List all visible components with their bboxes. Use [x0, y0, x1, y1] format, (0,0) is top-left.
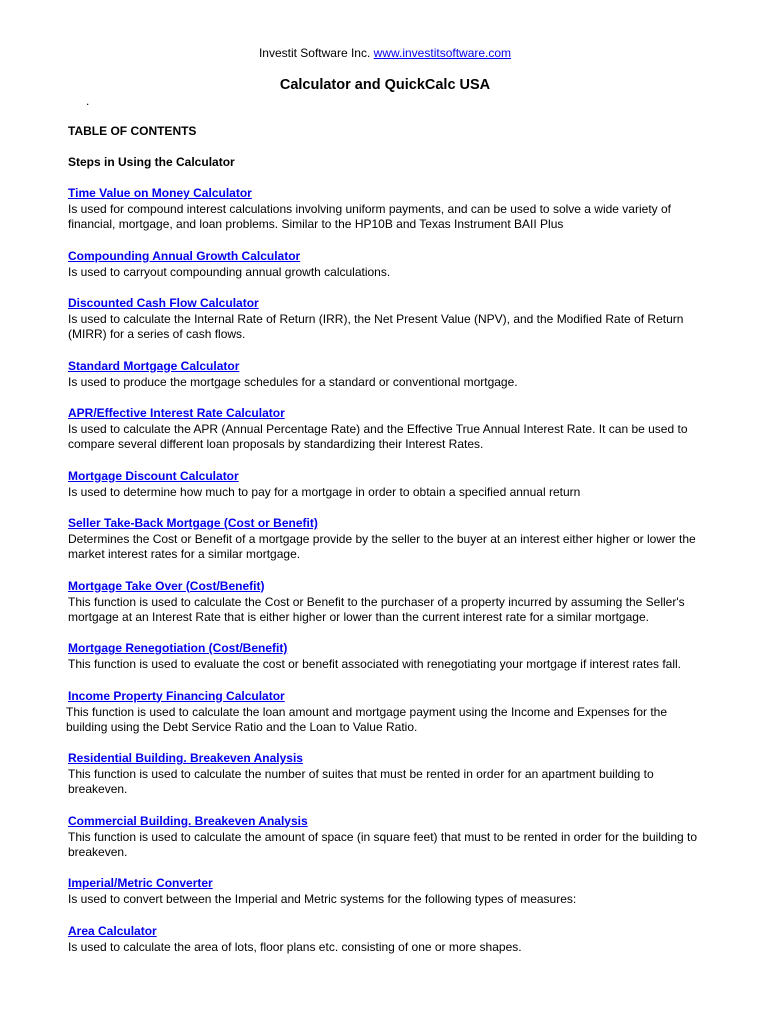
toc-link-discounted-cash-flow[interactable]: Discounted Cash Flow Calculator — [68, 296, 259, 310]
toc-description: Is used to calculate the APR (Annual Percentage Rate) and the Effective True Annual Interest Rate. It can be used to compare several different loan proposals by standardizing their Interest Rates. — [68, 422, 688, 451]
header-line — [0, 45, 770, 61]
toc-entry — [68, 247, 708, 280]
toc-link-time-value-of-money[interactable]: Time Value on Money Calculator — [68, 186, 252, 200]
toc-entry — [68, 577, 708, 625]
toc-entry — [68, 294, 708, 342]
toc-link-commercial-breakeven[interactable]: Commercial Building. Breakeven Analysis — [68, 813, 308, 828]
toc-description: This function is used to calculate the Cost or Benefit to the purchaser of a property incurred by assuming the Seller's mortgage at an Interest Rate that is either higher or lower than the current interest rate for a similar mortgage. — [68, 594, 685, 624]
toc-description: Is used to calculate the area of lots, floor plans etc. consisting of one or more shapes. — [68, 939, 522, 954]
toc-description: This function is used to evaluate the cost or benefit associated with renegotiating your mortgage if interest rates fall. — [68, 657, 682, 671]
toc-description: This function is used to calculate the number of suites that must be rented in order for an apartment building to breakeven. — [68, 767, 654, 796]
toc-link-compounding-annual-growth[interactable]: Compounding Annual Growth Calculator — [68, 248, 301, 263]
toc-description: Is used for compound interest calculations involving uniform payments, and can be used to solve a wide variety of financial, mortgage, and loan problems. Similar to the HP10B and Texas Instrument BAII Plus — [68, 202, 671, 231]
toc-heading: TABLE OF CONTENTS — [68, 124, 197, 138]
toc-link-mortgage-take-over[interactable]: Mortgage Take Over (Cost/Benefit) — [68, 578, 265, 593]
toc-link-income-property-financing[interactable]: Income Property Financing Calculator — [68, 688, 285, 703]
toc-entry — [68, 812, 708, 860]
toc-entry — [68, 357, 708, 390]
toc-link-imperial-metric-converter[interactable]: Imperial/Metric Converter — [68, 876, 213, 890]
stray-dot: . — [86, 94, 90, 108]
toc-link-mortgage-renegotiation[interactable]: Mortgage Renegotiation (Cost/Benefit) — [68, 641, 288, 655]
company-name: Investit Software Inc. — [258, 46, 371, 60]
toc-description: Is used to carryout compounding annual growth calculations. — [68, 264, 391, 279]
document-title: Calculator and QuickCalc USA — [279, 77, 491, 93]
toc-link-mortgage-discount[interactable]: Mortgage Discount Calculator — [68, 468, 239, 483]
toc-description: This function is used to calculate the loan amount and mortgage payment using the Income and Expenses for the building using the Debt Service Ratio and the Loan to Value Ratio. — [66, 704, 668, 734]
toc-description: Is used to convert between the Imperial and Metric systems for the following types of measures: — [68, 892, 577, 906]
toc-link-seller-take-back[interactable]: Seller Take-Back Mortgage (Cost or Benefit) — [68, 516, 318, 530]
toc-entry — [68, 514, 708, 562]
toc-link-area-calculator[interactable]: Area Calculator — [68, 923, 157, 938]
toc-link-residential-breakeven[interactable]: Residential Building. Breakeven Analysis — [68, 751, 303, 765]
toc-entry — [68, 184, 708, 232]
toc-entry — [68, 687, 708, 735]
toc-link-standard-mortgage[interactable]: Standard Mortgage Calculator — [68, 358, 240, 373]
toc-link-apr-effective-rate[interactable]: APR/Effective Interest Rate Calculator — [68, 406, 285, 420]
toc-entries — [68, 184, 708, 969]
toc-description: Is used to determine how much to pay for a mortgage in order to obtain a specified annual return — [68, 484, 581, 499]
toc-entry — [68, 467, 708, 500]
toc-entry — [68, 639, 708, 672]
toc-entry — [68, 749, 708, 797]
toc-description: Is used to produce the mortgage schedules for a standard or conventional mortgage. — [68, 374, 518, 389]
steps-heading: Steps in Using the Calculator — [68, 155, 235, 169]
toc-entry — [68, 404, 708, 452]
toc-entry — [68, 922, 708, 955]
toc-description: This function is used to calculate the amount of space (in square feet) that must to be rented in order for the building to breakeven. — [68, 829, 698, 859]
toc-description: Is used to calculate the Internal Rate of Return (IRR), the Net Present Value (NPV), and the Modified Rate of Return (MIRR) for a series of cash flows. — [68, 312, 684, 341]
toc-description: Determines the Cost or Benefit of a mortgage provide by the seller to the buyer at an interest either higher or lower the market interest rates for a similar mortgage. — [68, 532, 696, 561]
company-website-link[interactable]: www.investitsoftware.com — [373, 46, 512, 60]
toc-entry — [68, 874, 708, 907]
